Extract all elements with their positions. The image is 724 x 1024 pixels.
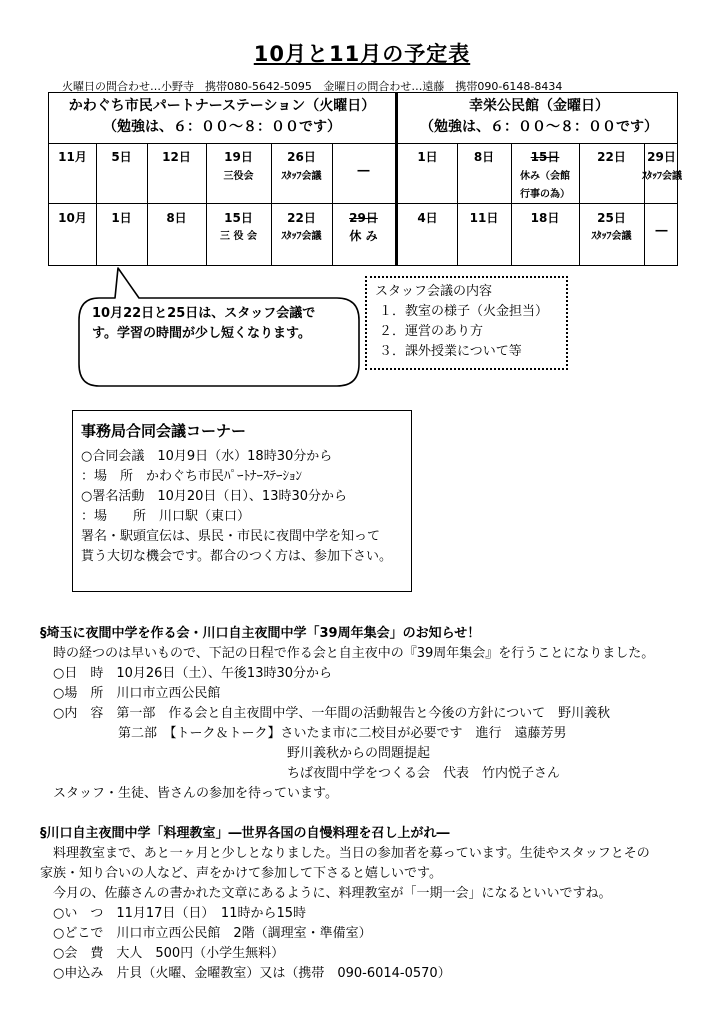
- col-divider: [332, 143, 333, 265]
- event-note: 行事の為）: [520, 189, 570, 200]
- notice-heading: §川口自主夜間中学「料理教室」―世界各国の自慢料理を召し上がれ―: [40, 826, 450, 841]
- office-corner-box: [72, 410, 412, 592]
- venue-divider: [395, 93, 398, 265]
- notice-heading: §埼玉に夜間中学を作る会・川口自主夜間中学「39周年集会」のお知らせ！: [40, 626, 481, 641]
- callout-line: 10月22日と25日は、スタッフ会議で: [92, 306, 316, 321]
- office-line: ○合同会議 10月9日（水）18時30分から: [81, 449, 333, 464]
- cancelled-day-cell: 15日: [530, 150, 560, 164]
- event-note: ｽﾀｯﾌ会議: [591, 231, 632, 242]
- staff-meeting-box: [365, 276, 568, 370]
- day-cell: 19日: [224, 150, 253, 164]
- right-study-hours: （勉強は、６：００～８：００です）: [420, 119, 658, 135]
- day-cell: 4日: [417, 211, 438, 225]
- day-cell: 25日: [597, 211, 626, 225]
- notice-line: ○どこで 川口市立西公民館 2階（調理室・準備室）: [40, 926, 372, 941]
- notice-line: 料理教室まで、あと一ヶ月と少しとなりました。当日の参加者を募っています。生徒やスタッフとその: [40, 846, 650, 861]
- day-cell: 15日: [224, 211, 253, 225]
- day-cell: 22日: [597, 150, 626, 164]
- day-cell: 11日: [469, 211, 499, 225]
- event-note: 三 役 会: [220, 231, 257, 242]
- day-cell: 29日: [647, 150, 676, 164]
- day-cell: 8日: [473, 150, 495, 164]
- callout-line: す。学習の時間が少し短くなります。: [92, 326, 311, 341]
- office-line: ：場 所 かわぐち市民ﾊﾟｰﾄﾅｰｽﾃｰｼｮﾝ: [81, 469, 303, 484]
- month-cell: 11月: [58, 150, 87, 164]
- event-note: 三役会: [223, 171, 254, 182]
- notice-line: ○い つ 11月17日（日） 11時から15時: [40, 906, 307, 921]
- notice-line: ○場 所 川口市立西公民館: [40, 686, 221, 701]
- office-corner-title: 事務局合同会議コーナー: [81, 422, 247, 440]
- event-note: ｽﾀｯﾌ会議: [281, 171, 322, 182]
- left-venue-name: かわぐち市民パートナーステーション（火曜日）: [68, 98, 376, 114]
- staff-meeting-title: スタッフ会議の内容: [375, 284, 493, 299]
- notice-line: スタッフ・生徒、皆さんの参加を待っています。: [40, 786, 338, 801]
- row-divider: [49, 143, 677, 144]
- notice-line: ○内 容 第一部 作る会と自主夜間中学、一年間の活動報告と今後の方針について 野川義秋: [40, 706, 611, 721]
- notice-line: 野川義秋からの問題提起: [40, 746, 431, 761]
- friday-contact: 金曜日の問合わせ…遠藤 携帯090-6148-8434: [323, 80, 563, 93]
- office-line: ：場 所 川口駅（東口）: [81, 509, 251, 524]
- right-venue-header: [399, 96, 679, 138]
- event-note: ｽﾀｯﾌ会議: [642, 171, 682, 182]
- day-cell: 8日: [166, 211, 187, 225]
- office-line: 貰う大切な機会です。都合のつく方は、参加下さい。: [81, 549, 392, 564]
- notice-line: 今月の、佐藤さんの書かれた文章にあるように、料理教室が「一期一会」になるといいですね。: [40, 886, 612, 901]
- row-divider: [49, 203, 677, 204]
- anniversary-notice: [40, 624, 700, 804]
- event-note: 休み（会館: [520, 171, 570, 182]
- schedule-table: [48, 92, 682, 266]
- day-cell: 1日: [417, 150, 438, 164]
- staff-meeting-item: ３．課外授業について等: [379, 344, 522, 359]
- holiday-note: 休 み: [349, 229, 378, 243]
- tuesday-contact: 火曜日の問合わせ…小野寺 携帯080-5642-5095: [62, 80, 312, 93]
- no-class-dash: ―: [655, 223, 668, 237]
- day-cell: 1日: [111, 211, 132, 225]
- office-line: 署名・駅頭宣伝は、県民・市民に夜間中学を知って: [81, 529, 381, 544]
- notice-line: ○会 費 大人 500円（小学生無料）: [40, 946, 285, 961]
- page-title: 10月と11月の予定表: [253, 42, 471, 66]
- notice-line: ○日 時 10月26日（土）、午後13時30分から: [40, 666, 333, 681]
- month-cell: 10月: [58, 211, 87, 225]
- cooking-class-notice: [40, 824, 700, 984]
- notice-line: 家族・知り合いの人など、声をかけて参加して下さると嬉しいです。: [40, 866, 442, 881]
- right-venue-name: 幸栄公民館（金曜日）: [469, 98, 609, 114]
- notice-line: 第二部 【トーク＆トーク】さいたま市に二校目が必要です 進行 遠藤芳男: [40, 726, 567, 741]
- notice-line: ちば夜間中学をつくる会 代表 竹内悦子さん: [40, 766, 561, 781]
- day-cell: 5日: [111, 150, 132, 164]
- notice-line: 時の経つのは早いもので、下記の日程で作る会と自主夜中の『39周年集会』を行うことになりました。: [40, 646, 655, 661]
- staff-meeting-item: ２．運営のあり方: [379, 324, 484, 339]
- notice-line: ○申込み 片貝（火曜、金曜教室）又は（携帯 090-6014-0570）: [40, 966, 451, 981]
- left-venue-header: [49, 96, 395, 138]
- day-cell: 26日: [287, 150, 316, 164]
- no-class-dash: ―: [357, 163, 370, 177]
- day-cell: 12日: [162, 150, 191, 164]
- left-study-hours: （勉強は、６：００～８：００です）: [103, 119, 341, 135]
- callout-text: [92, 304, 354, 344]
- day-cell: 18日: [530, 211, 560, 225]
- cancelled-day-cell: 29日: [349, 211, 378, 225]
- staff-meeting-item: １．教室の様子（火金担当）: [379, 304, 549, 319]
- day-cell: 22日: [287, 211, 316, 225]
- event-note: ｽﾀｯﾌ会議: [281, 231, 322, 242]
- office-line: ○署名活動 10月20日（日）、13時30分から: [81, 489, 348, 504]
